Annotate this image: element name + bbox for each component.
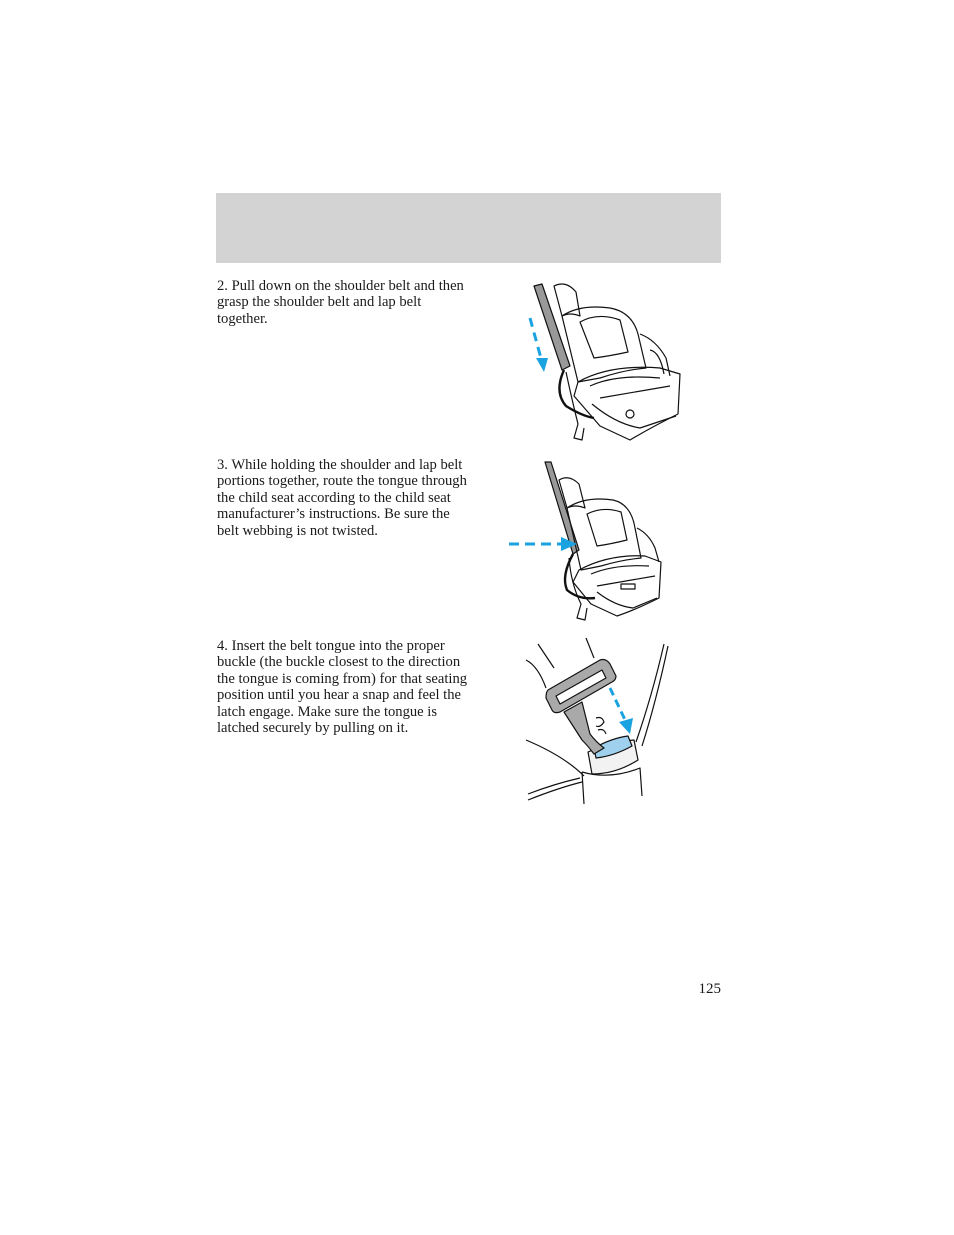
child-seat-route-tongue-illustration: [505, 458, 670, 626]
step-4-text: 4. Insert the belt tongue into the proper buckle (the buckle closest to the direction the tongue is coming from) for that seating position until you hear a snap and feel the latch engage. Make sure the tongue is latched securely by pulling on it.: [217, 638, 468, 737]
step-2-text: 2. Pull down on the shoulder belt and then grasp the shoulder belt and lap belt together.: [217, 278, 464, 327]
section-header-band: [216, 193, 721, 263]
page-number: 125: [698, 981, 721, 997]
step-3-text: 3. While holding the shoulder and lap belt portions together, route the tongue through the child seat according to the child seat manufacturer’s instructions. Be sure the belt webbing is not twisted.: [217, 457, 467, 539]
child-seat-pull-belt-illustration: [520, 278, 690, 448]
buckle-insert-tongue-illustration: [524, 636, 674, 804]
